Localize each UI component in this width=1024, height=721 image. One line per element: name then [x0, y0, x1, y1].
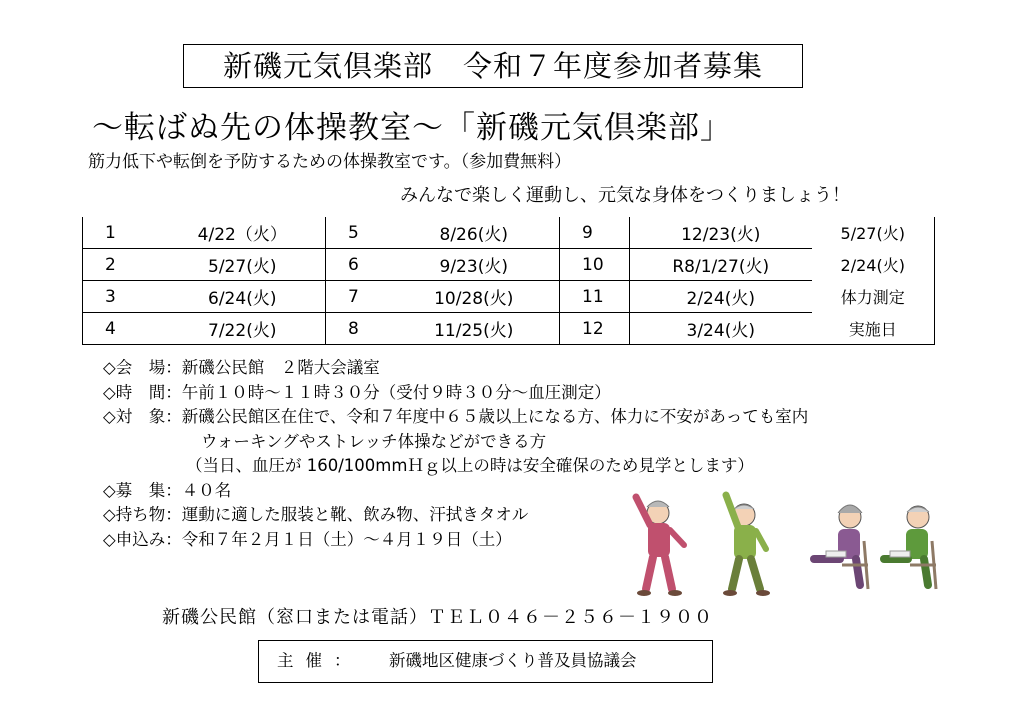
session-number: 2 — [83, 249, 160, 281]
page-title: 新磯元気倶楽部 令和７年度参加者募集 — [183, 44, 803, 88]
slogan-text: みんなで楽しく運動し、元気な身体をつくりましょう！ — [400, 185, 850, 206]
organizer-name: 新磯地区健康づくり普及員協議会 — [389, 651, 637, 670]
session-number: 1 — [83, 217, 160, 249]
exercise-illustration — [628, 485, 948, 600]
session-date: R8/1/27(火) — [630, 249, 812, 281]
page-subtitle: ～転ばぬ先の体操教室～「新磯元気倶楽部」 — [92, 110, 732, 146]
session-number: 11 — [560, 281, 630, 313]
fitness-test-note: 2/24(火) — [812, 249, 935, 281]
session-date: 12/23(火) — [630, 217, 812, 249]
organizer-label: 主催： — [277, 651, 363, 670]
intro-text: 筋力低下や転倒を予防するための体操教室です。（参加費無料） — [88, 152, 572, 172]
belongings-line: ◇持ち物：運動に適した服装と靴、飲み物、汗拭きタオル — [103, 505, 529, 524]
session-date: 9/23(火) — [389, 249, 560, 281]
session-date: 7/22(火) — [160, 313, 326, 345]
target-line-continued: ウォーキングやストレッチ体操などができる方 — [201, 431, 547, 451]
fitness-test-note: 5/27(火) — [812, 217, 935, 249]
session-number: 12 — [560, 313, 630, 345]
session-number: 5 — [326, 217, 389, 249]
seated-man-icon — [884, 506, 936, 589]
schedule-row — [83, 217, 935, 249]
session-date: 11/25(火) — [389, 313, 560, 345]
fitness-test-note: 実施日 — [812, 313, 935, 345]
session-date: 5/27(火) — [160, 249, 326, 281]
fitness-test-note: 体力測定 — [812, 281, 935, 313]
session-date: 2/24(火) — [630, 281, 812, 313]
capacity-line: ◇募 集：４０名 — [103, 480, 232, 500]
schedule-table — [82, 217, 935, 345]
session-date: 3/24(火) — [630, 313, 812, 345]
session-number: 9 — [560, 217, 630, 249]
organizer-box — [258, 640, 713, 683]
session-number: 6 — [326, 249, 389, 281]
schedule-row — [83, 249, 935, 281]
session-number: 7 — [326, 281, 389, 313]
stretching-woman-icon — [636, 497, 684, 596]
session-date: 10/28(火) — [389, 281, 560, 313]
schedule-row — [83, 281, 935, 313]
session-date: 6/24(火) — [160, 281, 326, 313]
session-date: 4/22（火） — [160, 217, 326, 249]
contact-info: 新磯公民館（窓口または電話）ＴＥＬ０４６－２５６－１９００ — [162, 607, 713, 628]
session-number: 4 — [83, 313, 160, 345]
target-line: ◇対 象：新磯公民館区在住で、令和７年度中６５歳以上になる方、体力に不安があっても室内 — [103, 407, 809, 426]
session-date: 8/26(火) — [389, 217, 560, 249]
seated-woman-icon — [814, 505, 868, 589]
venue-line: ◇会 場：新磯公民館 ２階大会議室 — [103, 358, 380, 377]
time-line: ◇時 間：午前１０時～１１時３０分（受付９時３０分～血圧測定） — [103, 382, 611, 402]
session-number: 3 — [83, 281, 160, 313]
stretching-man-icon — [723, 495, 770, 596]
session-number: 8 — [326, 313, 389, 345]
blood-pressure-note: （当日、血圧が 160/100mmＨｇ以上の時は安全確保のため見学とします） — [186, 456, 754, 475]
session-number: 10 — [560, 249, 630, 281]
schedule-row — [83, 313, 935, 345]
application-period-line: ◇申込み：令和７年２月１日（土）～４月１９日（土） — [103, 529, 512, 549]
